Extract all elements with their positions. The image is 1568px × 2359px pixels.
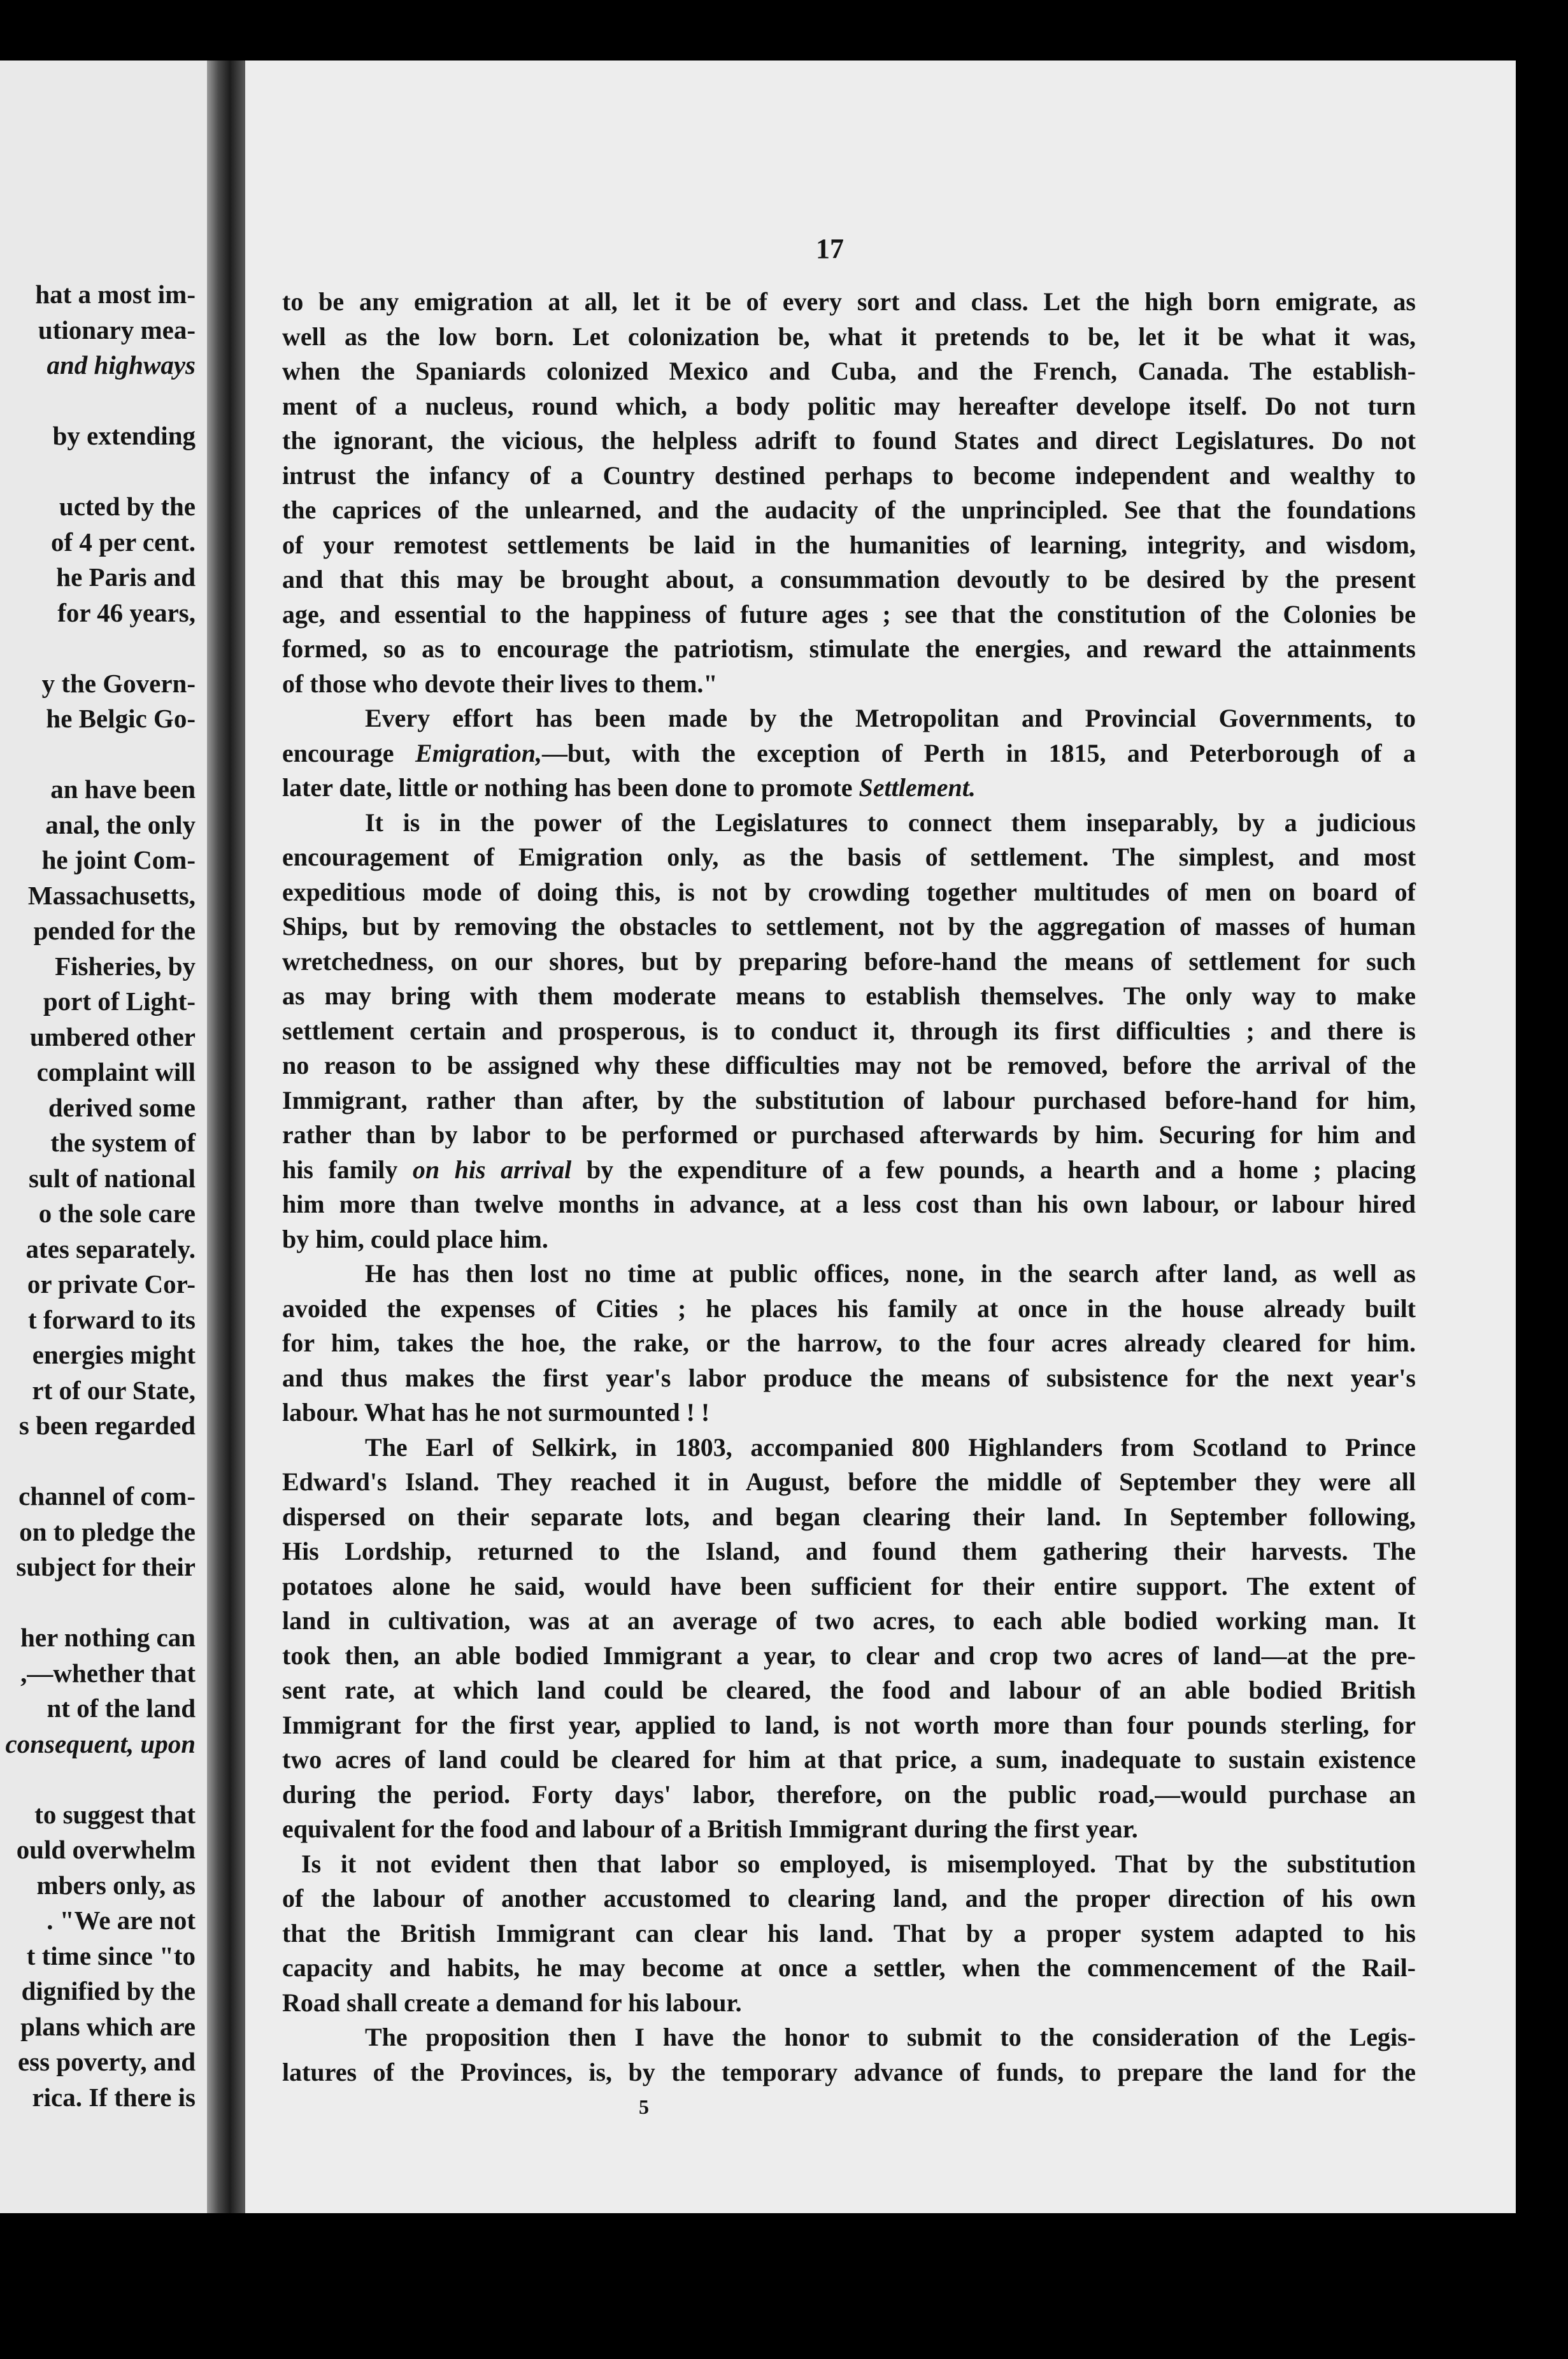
left-page-line: channel of com- [18,1481,196,1511]
text-line: and thus makes the first year's labor produce the means of subsistence for the next year's [282,1363,1416,1392]
left-page-line: he Belgic Go- [46,704,196,733]
text-line: for him, takes the hoe, the rake, or the harrow, to the four acres already cleared for him. [282,1329,1416,1357]
text-line: by him, could place him. [282,1224,548,1253]
text-line: rather than by labor to be performed or purchased afterwards by him. Securing for him and [282,1120,1416,1149]
left-page-line [0,1762,196,1797]
left-page-line: plans which are [20,2011,196,2041]
left-page-line: o the sole care [38,1199,196,1228]
paragraph-6 [282,1847,1416,2021]
left-page-line: on to pledge the [19,1516,196,1546]
page-number: 17 [816,233,844,264]
paragraph-2 [282,701,1416,806]
signature-mark: 5 [639,2095,649,2118]
left-page-line: the system of [50,1128,196,1157]
text-line: labour. What has he not surmounted ! ! [282,1398,710,1427]
text-line: that the British Immigrant can clear his land. That by a proper system adapted to his [282,1918,1416,1948]
text-line: Is it not evident then that labor so employed, is misemployed. That by the substitution [301,1849,1416,1878]
text-line: Every effort has been made by the Metropolitan and Provincial Governments, to [365,704,1416,732]
text-line: his family on his arrival by the expenditure of a few pounds, a hearth and a home ; placing [282,1155,1416,1184]
text-line: The proposition then I have the honor to submit to the consideration of the Legis- [365,2023,1416,2051]
text-line: well as the low born. Let colonization be, what it pretends to be, let it be what it was, [282,322,1416,351]
text-line: age, and essential to the happiness of future ages ; see that the constitution of the Colonies be [282,599,1416,629]
text-line: no reason to be assigned why these difficulties may not be removed, before the arrival of the [282,1051,1416,1080]
left-page-line: consequent, upon [5,1728,196,1758]
left-page-line: he Paris and [56,562,196,592]
left-page-line: ess poverty, and [17,2047,196,2076]
text-line: It is in the power of the Legislatures to connect them inseparably, by a judicious [365,808,1416,837]
left-page-line: energies might [32,1340,196,1369]
left-page-line: and highways [46,350,196,380]
left-page-line: rica. If there is [32,2082,196,2112]
page-body [282,285,1416,2090]
text-line: Edward's Island. They reached it in August, before the middle of September they were all [282,1467,1416,1496]
text-line: Immigrant for the first year, applied to land, is not worth more than four pounds sterling, for [282,1710,1416,1739]
left-page-line: Massachusetts, [27,880,196,910]
text-line: Immigrant, rather than after, by the substitution of labour purchased before-hand for him, [282,1085,1416,1115]
left-page-line: s been regarded [18,1411,196,1440]
text-line: later date, little or nothing has been done to promote Settlement. [282,773,976,802]
text-line: the ignorant, the vicious, the helpless adrift to found States and direct Legislatures. Do not [282,426,1416,455]
left-page-line [0,1444,196,1479]
text-line: encouragement of Emigration only, as the basis of settlement. The simplest, and most [282,843,1416,871]
left-page-text-fragments [0,277,196,2115]
left-page-line: an have been [50,774,196,804]
left-page-line [0,383,196,419]
left-page-line: derived some [48,1092,196,1122]
text-line: avoided the expenses of Cities ; he places his family at once in the house already built [282,1294,1416,1323]
book-gutter [207,61,245,2213]
text-line: dispersed on their separate lots, and began clearing their land. In September following, [282,1502,1416,1531]
text-line: Ships, but by removing the obstacles to settlement, not by the aggregation of masses of human [282,912,1416,941]
text-line: expeditious mode of doing this, is not by crowding together multitudes of men on board of [282,877,1416,906]
left-page-line: nt of the land [46,1693,196,1723]
text-line: of your remotest settlements be laid in the humanities of learning, integrity, and wisdom, [282,530,1416,559]
left-page-line: for 46 years, [57,597,196,627]
emphasis-settlement: Settlement. [859,773,976,802]
main-page [245,61,1516,2213]
left-page-line: hat a most im- [35,280,196,309]
left-page-line: umbered other [29,1022,196,1051]
left-page-line: ould overwhelm [16,1835,196,1864]
text-line: of the labour of another accustomed to clearing land, and the proper direction of his own [282,1884,1416,1913]
text-line: as may bring with them moderate means to establish themselves. The only way to make [282,981,1416,1010]
left-page-line: her nothing can [20,1623,196,1652]
paragraph-5 [282,1430,1416,1847]
text-line: Road shall create a demand for his labour. [282,1988,742,2017]
left-page-line: or private Cor- [27,1269,196,1299]
text-line: He has then lost no time at public offices, none, in the search after land, as well as [365,1259,1416,1288]
emphasis-on-his-arrival: on his arrival [412,1155,572,1184]
text-line: when the Spaniards colonized Mexico and Cuba, and the French, Canada. The establish- [282,357,1416,385]
left-page-line: complaint will [36,1057,196,1087]
left-page-line: sult of national [29,1163,196,1193]
left-page-line: Fisheries, by [55,951,196,981]
text-line: potatoes alone he said, would have been sufficient for their entire support. The extent of [282,1571,1416,1600]
emphasis-emigration: Emigration, [415,738,542,767]
left-page-line: t time since "to [26,1941,196,1971]
text-line: two acres of land could be cleared for him at that price, a sum, inadequate to sustain existence [282,1745,1416,1774]
left-page-line: to suggest that [34,1799,196,1829]
text-line: ment of a nucleus, round which, a body politic may hereafter develope itself. Do not turn [282,391,1416,420]
left-page-line: ates separately. [25,1234,196,1264]
text-line: formed, so as to encourage the patriotism, stimulate the energies, and reward the attainments [282,634,1416,663]
text-line: settlement certain and prosperous, is to conduct it, through its first difficulties ; and there is [282,1016,1416,1045]
left-page-line [0,631,196,666]
left-page-line: mbers only, as [36,1870,196,1900]
paragraph-1 [282,285,1416,701]
text-line: sent rate, at which land could be cleared, the food and labour of an able bodied British [282,1676,1416,1704]
left-page-line: utionary mea- [38,315,196,345]
text-line: during the period. Forty days' labor, therefore, on the public road,—would purchase an [282,1779,1416,1809]
left-page-line: ucted by the [59,492,196,521]
text-line: His Lordship, returned to the Island, and found them gathering their harvests. The [282,1537,1416,1565]
text-line: land in cultivation, was at an average of two acres, to each able bodied working man. It [282,1606,1416,1635]
left-page-line: dignified by the [21,1976,196,2006]
paragraph-7 [282,2020,1416,2090]
text-line: intrust the infancy of a Country destined perhaps to become independent and wealthy to [282,460,1416,490]
text-line: encourage Emigration,—but, with the exception of Perth in 1815, and Peterborough of a [282,738,1416,767]
left-page-line: y the Govern- [41,668,196,698]
text-line: the caprices of the unlearned, and the audacity of the unprincipled. See that the foundations [282,495,1416,524]
left-page-line: anal, the only [45,809,196,839]
left-page-line: ,—whether that [20,1658,196,1688]
left-page-line [0,1585,196,1621]
left-facing-page [0,61,207,2213]
text-line: equivalent for the food and labour of a British Immigrant during the first year. [282,1814,1138,1843]
text-line: The Earl of Selkirk, in 1803, accompanied 800 Highlanders from Scotland to Prince [365,1432,1416,1462]
left-page-line: he joint Com- [41,845,196,874]
left-page-line: by extending [52,421,196,450]
left-page-line: pended for the [33,916,196,945]
text-line: and that this may be brought about, a consummation devoutly to be desired by the present [282,565,1416,594]
left-page-line: subject for their [16,1552,196,1581]
paragraph-3 [282,806,1416,1257]
text-line: latures of the Provinces, is, by the temporary advance of funds, to prepare the land for the [282,2057,1416,2086]
left-page-line [0,454,196,490]
left-page-line: of 4 per cent. [51,527,196,557]
left-page-line: rt of our State, [32,1375,196,1405]
text-line: capacity and habits, he may become at once a settler, when the commencement of the Rail- [282,1953,1416,1982]
text-line: him more than twelve months in advance, at a less cost than his own labour, or labour hired [282,1190,1416,1218]
left-page-line: . "We are not [46,1906,196,1935]
text-line: to be any emigration at all, let it be of every sort and class. Let the high born emigrate, as [282,287,1416,316]
text-line: of those who devote their lives to them." [282,669,718,698]
paragraph-4 [282,1257,1416,1430]
text-line: took then, an able bodied Immigrant a year, to clear and crop two acres of land—at the pre- [282,1641,1416,1670]
left-page-line: t forward to its [27,1304,196,1334]
text-line: wretchedness, on our shores, but by preparing before-hand the means of settlement for such [282,946,1416,976]
left-page-line: port of Light- [43,987,196,1016]
left-page-line [0,737,196,773]
